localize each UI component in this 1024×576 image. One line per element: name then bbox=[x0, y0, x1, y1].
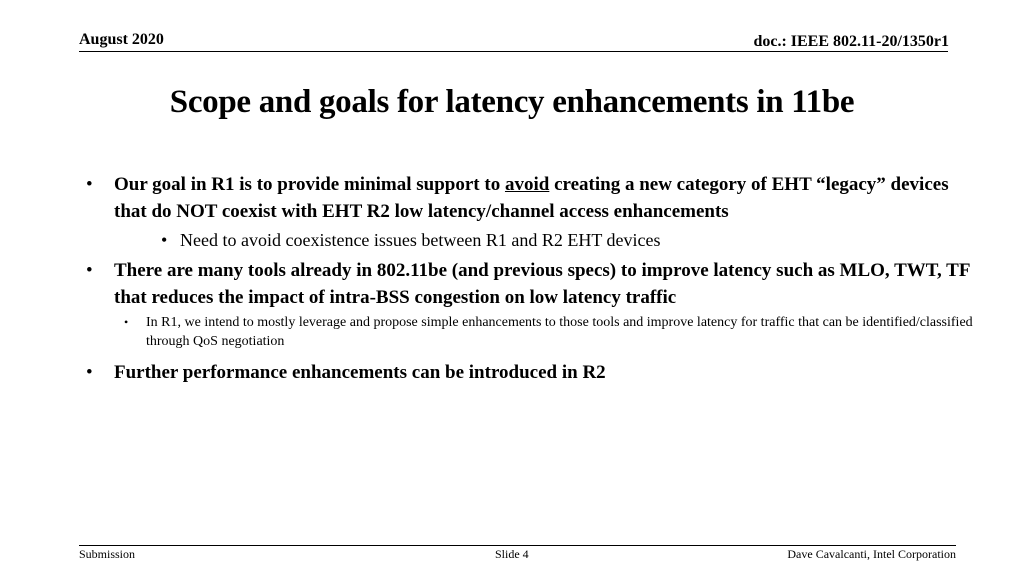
bullet-marker: • bbox=[86, 260, 93, 281]
sub-bullet-coexistence bbox=[161, 227, 986, 253]
sub-bullet-r1-intent-text: In R1, we intend to mostly leverage and propose simple enhancements to those tools and improve latency for traffic that can be identified/classified through QoS negotiation bbox=[146, 315, 973, 349]
footer-submission: Submission bbox=[79, 547, 136, 561]
bullet-goal-text-underlined: avoid bbox=[504, 174, 550, 195]
bullet-tools-text: There are many tools already in 802.11be (and previous specs) to improve latency such as MLO, TWT, TF that reduces the impact of intra-BSS congestion on low latency traffic bbox=[114, 260, 970, 308]
footer-author: Dave Cavalcanti, Intel Corporation bbox=[787, 547, 956, 561]
slide-body bbox=[86, 171, 986, 388]
bullet-goal-text-post: creating a new category of EHT “legacy” devices that do NOT coexist with EHT R2 low latency/channel access enhancements bbox=[114, 174, 949, 222]
header-doc-id: doc.: IEEE 802.11-20/1350r1 bbox=[753, 33, 949, 50]
bullet-marker: • bbox=[86, 174, 93, 195]
bullet-goal-text-pre: Our goal in R1 is to provide minimal support to bbox=[114, 174, 505, 195]
bullet-further bbox=[86, 359, 986, 386]
header-date: August 2020 bbox=[79, 31, 164, 48]
slide-title: Scope and goals for latency enhancements in 11be bbox=[169, 84, 855, 120]
bullet-marker: • bbox=[161, 230, 168, 250]
header-divider bbox=[79, 51, 948, 52]
bullet-further-text: Further performance enhancements can be introduced in R2 bbox=[114, 362, 606, 383]
bullet-goal bbox=[86, 171, 986, 225]
bullet-tools bbox=[86, 257, 986, 311]
sub-bullet-r1-intent bbox=[124, 313, 986, 351]
footer-slide-number: Slide 4 bbox=[495, 547, 529, 561]
sub-bullet-coexistence-text: Need to avoid coexistence issues between R1 and R2 EHT devices bbox=[180, 230, 661, 250]
bullet-marker: • bbox=[124, 315, 129, 329]
footer-divider bbox=[79, 545, 956, 546]
bullet-marker: • bbox=[86, 362, 93, 383]
